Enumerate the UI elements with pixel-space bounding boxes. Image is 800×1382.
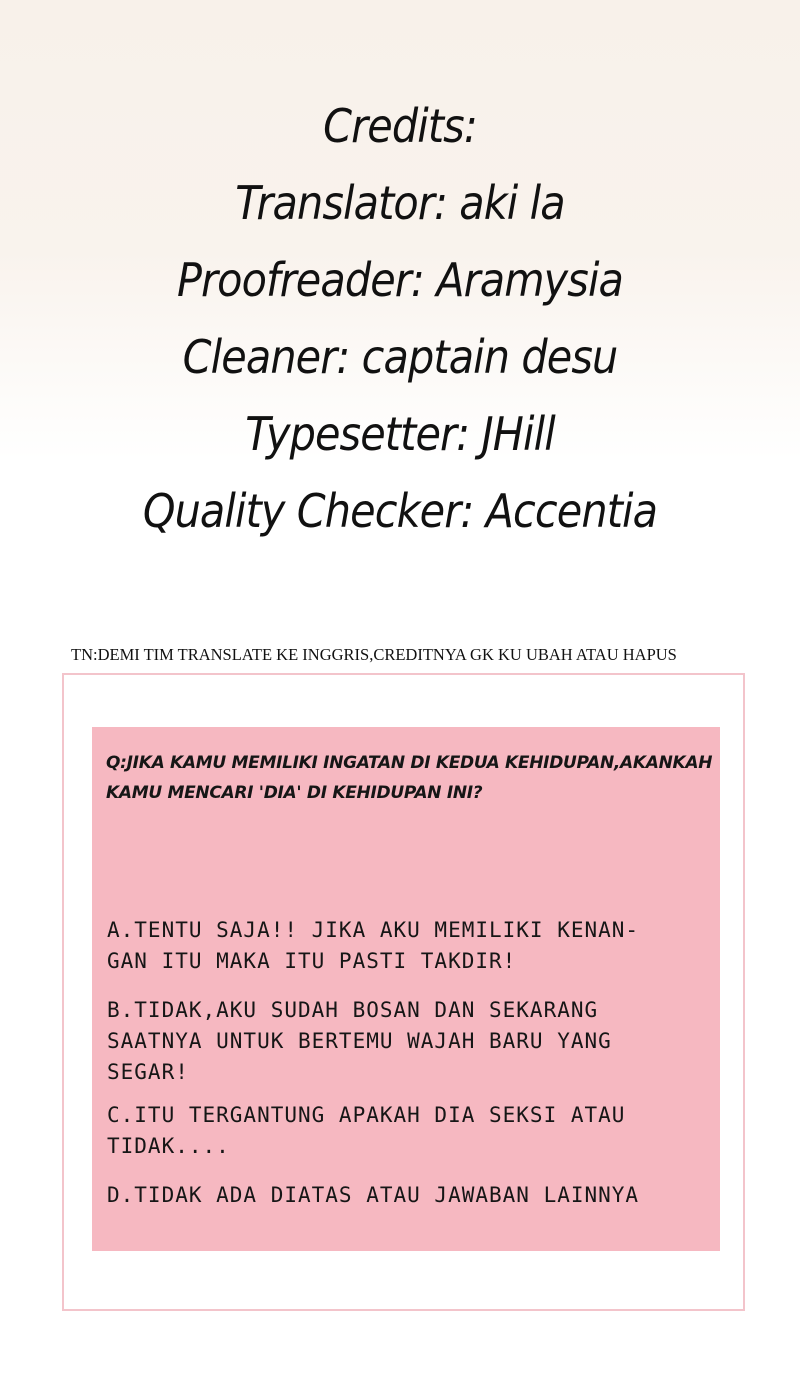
credits-heading: Credits: [323,99,477,153]
credit-proofreader: Proofreader: Aramysia [176,253,624,307]
credit-cleaner: Cleaner: captain desu [182,330,618,384]
quiz-answer-d: D.TIDAK ADA DIATAS ATAU JAWABAN LAINNYA [107,1183,640,1207]
translator-note: TN:DEMI TIM TRANSLATE KE INGGRIS,CREDITNYA GK KU UBAH ATAU HAPUS [71,645,677,664]
credit-quality-checker: Quality Checker: Accentia [142,484,658,538]
quiz-answer-a: A.TENTU SAJA!! JIKA AKU MEMILIKI KENAN- GAN ITU MAKA ITU PASTI TAKDIR! [107,918,640,973]
quiz-answer-b: B.TIDAK,AKU SUDAH BOSAN DAN SEKARANG SAATNYA UNTUK BERTEMU WAJAH BARU YANG SEGAR! [107,998,612,1084]
credits-block [0,88,800,550]
credit-typesetter: Typesetter: JHill [245,407,555,461]
quiz-question: Q:JIKA KAMU MEMILIKI INGATAN DI KEDUA KEHIDUPAN,AKANKAH KAMU MENCARI 'DIA' DI KEHIDUPAN INI? [106,753,713,803]
quiz-answer-c: C.ITU TERGANTUNG APAKAH DIA SEKSI ATAU TIDAK.... [107,1103,626,1158]
credit-translator: Translator: aki la [235,176,565,230]
